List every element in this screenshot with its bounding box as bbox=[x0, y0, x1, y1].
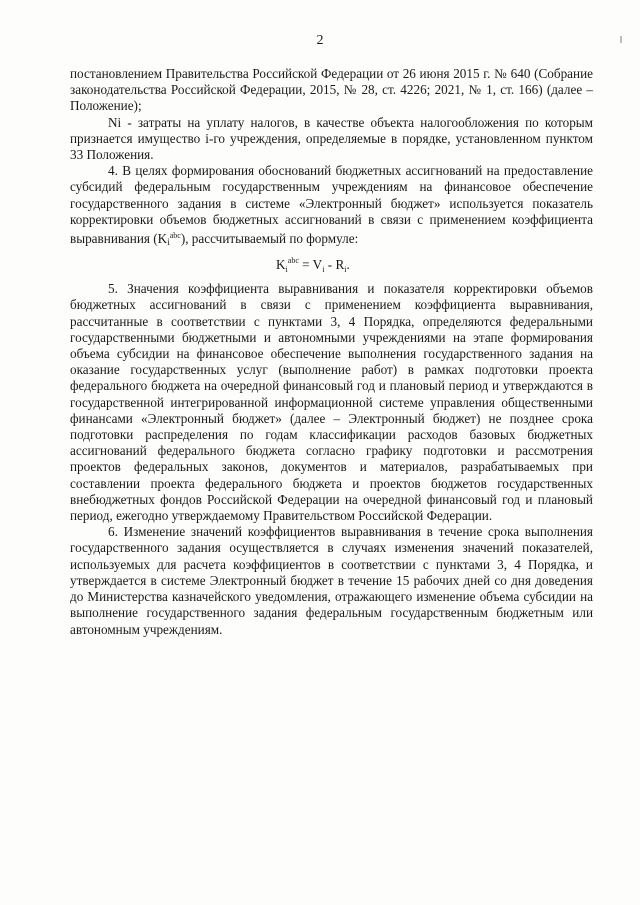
formula-r-subscript: i bbox=[344, 265, 347, 275]
formula-r: R bbox=[335, 257, 345, 273]
formula-lhs: K bbox=[276, 257, 286, 273]
formula-equals: = bbox=[298, 257, 313, 273]
formula-v: V bbox=[312, 257, 323, 273]
page-number: 2 bbox=[316, 33, 324, 48]
paragraph-4-text-end: ), рассчитываемый по формуле: bbox=[180, 231, 359, 247]
formula-end: . bbox=[346, 257, 350, 273]
paragraph-4-superscript: abc bbox=[169, 231, 181, 241]
formula-minus: - bbox=[324, 257, 336, 273]
paragraph-positions-reference: постановлением Правительства Российской Федерации от 26 июня 2015 г. № 640 (Собрание законодательства Российской Федерации, 2015, № 28, ст. 4226; 2021, № 1, ст. 166) (далее – Положение); bbox=[70, 66, 593, 114]
paragraph-6-coefficient-changes: 6. Изменение значений коэффициентов выравнивания в течение срока выполнения государственного задания осуществляется в случаях изменения значений показателей, используемых для расчета коэффициентов в соответствии с пунктами 3, 4 Порядка, и утверждается в системе Электронный бюджет в течение 15 рабочих дней со дня доведения до Министерства казначейского уведомления, отражающего изменение объема субсидии на выполнение государственного задания федеральным государственным бюджетным или автономным учреждениям. bbox=[70, 524, 593, 637]
formula-v-subscript: i bbox=[322, 265, 325, 275]
paragraph-4-subscript: i bbox=[167, 237, 170, 248]
formula-lhs-superscript: abc bbox=[287, 256, 299, 266]
document-body bbox=[70, 66, 593, 638]
paragraph-4-adjustment-indicator bbox=[70, 163, 593, 250]
paragraph-tax-costs: Ni - затраты на уплату налогов, в качестве объекта налогообложения по которым признается имущество i-го учреждения, определяемые в порядке, установленном пунктом 33 Положения. bbox=[70, 114, 593, 163]
formula bbox=[70, 252, 593, 278]
formula-lhs-subscript: i bbox=[285, 265, 288, 275]
paragraph-5-coefficient-values: 5. Значения коэффициента выравнивания и показателя корректировки объемов бюджетных ассигнований в связи с применением коэффициента выравнивания, рассчитанные в соответствии с пунктами 3, 4 Порядка, определяются федеральными государственными бюджетными и автономными учреждениями на этапе формирования объема субсидии на финансовое обеспечение выполнения государственного задания на оказание государственных услуг (выполнение работ) в рамках подготовки проекта федерального бюджета на очередной финансовый год и плановый период и утверждаются в государственной интегрированной информационной системе управления общественными финансами «Электронный бюджет» (далее – Электронный бюджет) не позднее срока подготовки распределения по годам классификации расходов базовых бюджетных ассигнований федерального бюджета согласно графику подготовки и рассмотрения проектов федеральных законов, документов и материалов, разрабатываемых при составлении проекта федерального бюджета и проектов бюджетов государственных внебюджетных фондов Российской Федерации на очередной финансовый год и плановый период, ежегодно утверждаемому Правительством Российской Федерации. bbox=[70, 281, 593, 524]
paragraph-4-text: 4. В целях формирования обоснований бюджетных ассигнований на предоставление субсидий федеральным государственным учреждениям на финансовое обеспечение государственного задания в системе «Электронный бюджет» используется показатель корректировки объемов бюджетных ассигнований в связи с применением коэффициента выравнивания (K bbox=[70, 163, 593, 247]
